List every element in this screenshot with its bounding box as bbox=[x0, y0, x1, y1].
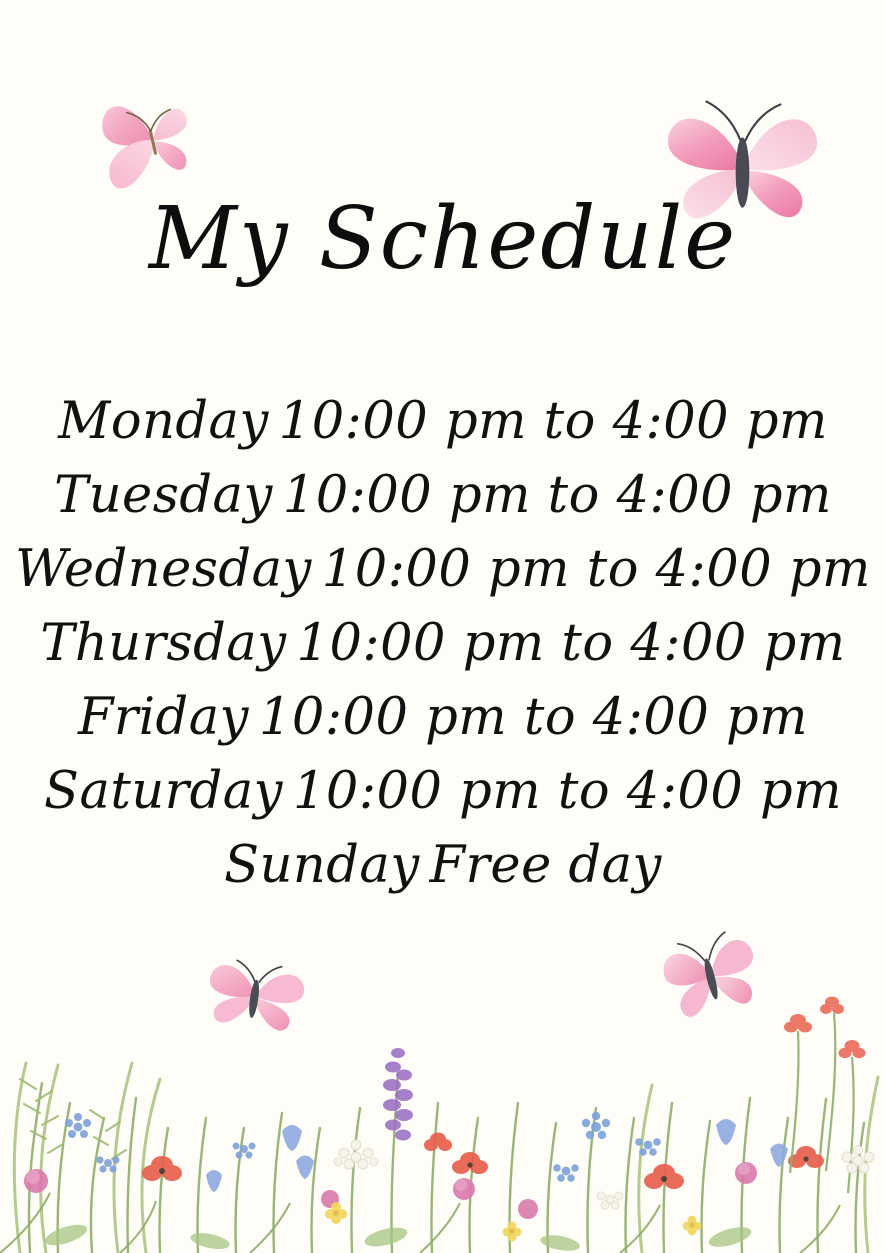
schedule-day: Monday bbox=[58, 392, 269, 451]
page-title: My Schedule bbox=[148, 189, 738, 289]
schedule-hours: 10:00 pm to 4:00 pm bbox=[292, 762, 842, 821]
schedule-hours: 10:00 pm to 4:00 pm bbox=[278, 392, 828, 451]
schedule-row bbox=[0, 829, 886, 903]
schedule-list bbox=[0, 385, 886, 903]
schedule-hours: Free day bbox=[429, 836, 662, 895]
schedule-hours: 10:00 pm to 4:00 pm bbox=[282, 466, 832, 525]
schedule-day: Saturday bbox=[44, 762, 283, 821]
schedule-hours: 10:00 pm to 4:00 pm bbox=[258, 688, 808, 747]
schedule-row bbox=[0, 607, 886, 681]
schedule-day: Friday bbox=[77, 688, 249, 747]
schedule-day: Wednesday bbox=[15, 540, 312, 599]
wildflower-border bbox=[0, 913, 886, 1253]
schedule-row bbox=[0, 459, 886, 533]
schedule-row bbox=[0, 681, 886, 755]
schedule-hours: 10:00 pm to 4:00 pm bbox=[321, 540, 871, 599]
schedule-row bbox=[0, 755, 886, 829]
schedule-hours: 10:00 pm to 4:00 pm bbox=[296, 614, 846, 673]
schedule-row bbox=[0, 385, 886, 459]
schedule-day: Tuesday bbox=[54, 466, 273, 525]
schedule-day: Sunday bbox=[224, 836, 420, 895]
schedule-day: Thursday bbox=[40, 614, 287, 673]
schedule-row bbox=[0, 533, 886, 607]
